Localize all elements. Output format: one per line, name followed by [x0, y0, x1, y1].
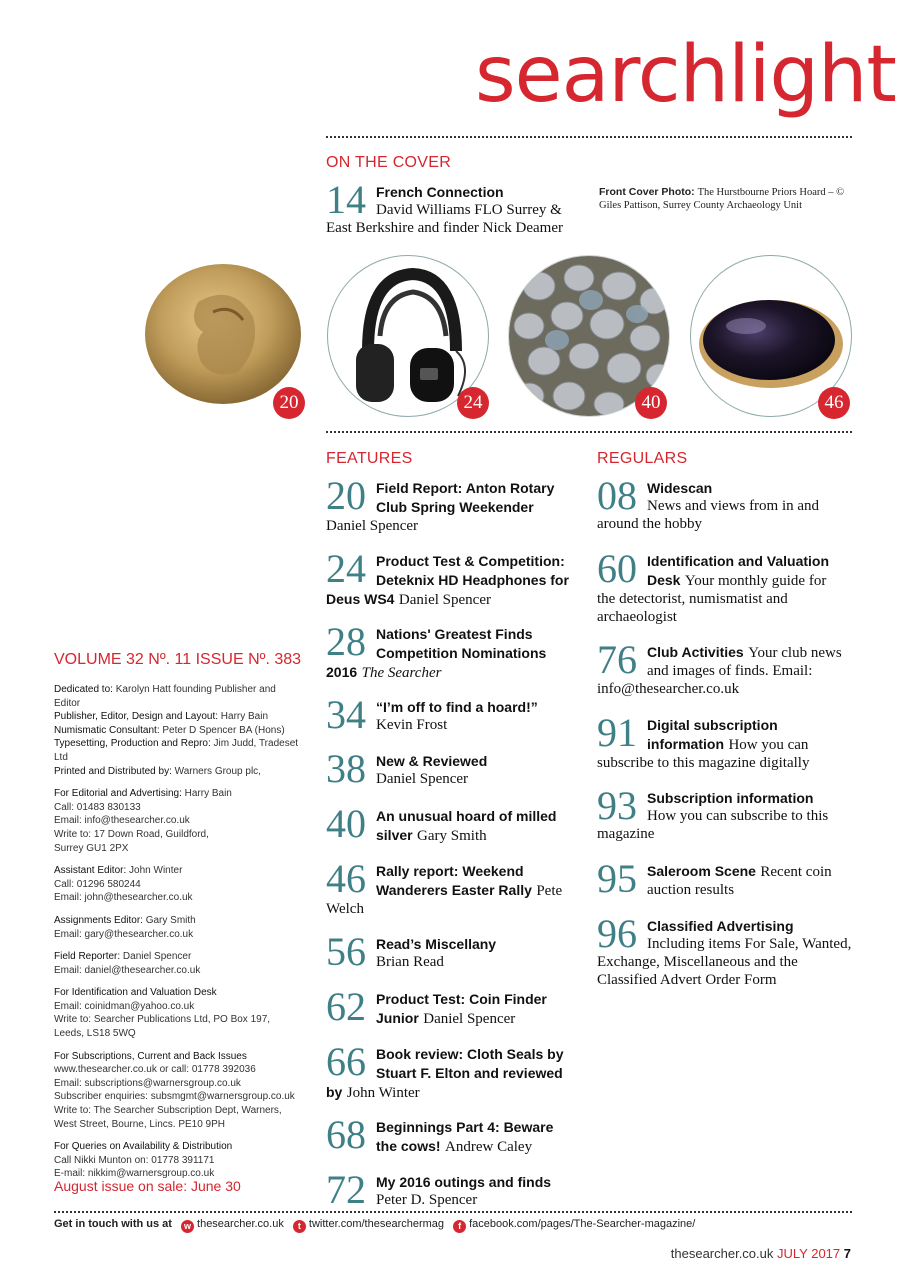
regular-number: 96	[597, 911, 637, 956]
regular-title: Widescan	[647, 480, 713, 496]
folio	[671, 1246, 851, 1261]
feature-title: Rally report: Weekend Wanderers Easter Rally	[376, 863, 532, 898]
twitter-icon: t	[293, 1220, 306, 1233]
regular-item[interactable]	[597, 856, 847, 901]
thumb-badge-20: 20	[273, 387, 305, 419]
contact-subscriptions: For Subscriptions, Current and Back Issues www.thesearcher.co.uk or call: 01778 392036 Email: subscriptions@warnersgroup.co.uk Subscriber enquiries: subsmgmt@warnersgroup.co.uk Write to: The Searcher Subscription Dept, Warners, West Street, Bourne, Lincs. PE10 9PH	[54, 1050, 295, 1130]
mast-line: Numismatic Consultant: Peter D Spencer BA (Hons)	[54, 724, 285, 736]
regular-number: 76	[597, 637, 637, 682]
regular-item[interactable]	[597, 637, 847, 698]
regular-item[interactable]	[597, 911, 852, 989]
feature-author: Gary Smith	[417, 828, 487, 844]
regular-desc: Your club news and images of finds. Email: info@thesearcher.co.uk	[597, 645, 842, 697]
divider-top	[326, 136, 852, 138]
regular-title: Saleroom Scene	[647, 863, 756, 879]
features-heading: FEATURES	[326, 450, 413, 467]
feature-number: 62	[326, 984, 366, 1029]
feature-item[interactable]	[326, 746, 576, 791]
regular-title: Identification and Valuation Desk	[647, 553, 830, 588]
feature-number: 38	[326, 746, 366, 791]
footer-links	[54, 1218, 695, 1233]
feature-author: Daniel Spencer	[398, 592, 491, 608]
contact-identification: For Identification and Valuation Desk Email: coinidman@yahoo.co.uk Write to: Searcher Publications Ltd, PO Box 197, Leeds, LS18 5WQ	[54, 987, 271, 1040]
regular-desc: How you can subscribe to this magazine	[597, 808, 829, 842]
feature-title: New & Reviewed	[376, 753, 488, 769]
regular-title: Classified Advertising	[647, 918, 794, 934]
feature-author: Daniel Spencer	[423, 1011, 516, 1027]
feature-title: “I’m off to find a hoard!”	[376, 699, 538, 715]
divider-bottom	[54, 1211, 852, 1213]
folio-issue: JULY 2017	[777, 1246, 841, 1261]
feature-title: Beginnings Part 4: Beware the cows!	[376, 1119, 554, 1154]
cover-story[interactable]	[326, 177, 586, 237]
feature-title: Field Report: Anton Rotary Club Spring Weekender	[376, 480, 555, 515]
cover-subtitle: David Williams FLO Surrey & East Berkshire and finder Nick Deamer	[326, 202, 563, 236]
feature-item[interactable]	[326, 856, 576, 918]
regular-number: 95	[597, 856, 637, 901]
feature-item[interactable]	[326, 929, 576, 974]
masthead-logo: searchlight	[475, 30, 896, 120]
feature-title: Product Test & Competition: Deteknix HD Headphones for Deus WS4	[326, 553, 569, 607]
regular-item[interactable]	[597, 546, 847, 626]
divider-mid	[326, 431, 852, 433]
feature-title: My 2016 outings and finds	[376, 1174, 552, 1190]
feature-number: 66	[326, 1039, 366, 1084]
regular-desc: How you can subscribe to this magazine digitally	[597, 737, 810, 771]
feature-number: 40	[326, 801, 366, 846]
regular-number: 08	[597, 473, 637, 518]
feature-author: Kevin Frost	[376, 717, 448, 733]
regular-title: Club Activities	[647, 644, 744, 660]
feature-number: 68	[326, 1112, 366, 1157]
contact-editorial: For Editorial and Advertising: Harry Bain Call: 01483 830133 Email: info@thesearcher.co.uk Write to: 17 Down Road, Guildford, Surrey GU1 2PX	[54, 788, 232, 854]
mast-line: Publisher, Editor, Design and Layout: Harry Bain	[54, 711, 269, 723]
regular-item[interactable]	[597, 783, 847, 843]
cover-heading: ON THE COVER	[326, 154, 452, 171]
web-icon: w	[181, 1220, 194, 1233]
contact-field-reporter: Field Reporter: Daniel Spencer Email: daniel@thesearcher.co.uk	[54, 951, 201, 976]
thumb-badge-40: 40	[635, 387, 667, 419]
feature-author: John Winter	[346, 1085, 420, 1101]
feature-number: 72	[326, 1167, 366, 1212]
feature-item[interactable]	[326, 546, 576, 609]
regular-number: 60	[597, 546, 637, 591]
mast-line: Dedicated to: Karolyn Hatt founding Publisher and Editor	[54, 684, 276, 709]
cover-credit-label: Front Cover Photo:	[599, 186, 695, 198]
feature-author: Brian Read	[376, 954, 444, 970]
feature-author: Andrew Caley	[445, 1139, 533, 1155]
feature-title: Product Test: Coin Finder Junior	[376, 991, 547, 1026]
regulars-heading: REGULARS	[597, 450, 688, 467]
feature-title: Book review: Cloth Seals by Stuart F. Elton and reviewed by	[326, 1046, 564, 1100]
cover-credit-text: The Hurstbourne Priors Hoard – © Giles Pattison, Surrey County Archaeology Unit	[599, 187, 845, 211]
page-number: 7	[843, 1246, 851, 1261]
feature-item[interactable]	[326, 984, 576, 1029]
feature-item[interactable]	[326, 1039, 576, 1102]
feature-author: Peter D. Spencer	[376, 1192, 478, 1208]
regular-desc: Recent coin auction results	[647, 864, 832, 898]
on-sale-notice: August issue on sale: June 30	[54, 1178, 241, 1194]
feature-item[interactable]	[326, 692, 576, 737]
contact-distribution: For Queries on Availability & Distribution Call Nikki Munton on: 01778 391171 E-mail: nikkim@warnersgroup.co.uk	[54, 1141, 233, 1180]
regular-item[interactable]	[597, 710, 847, 772]
get-in-touch: Get in touch with us at	[54, 1218, 172, 1230]
feature-author: Daniel Spencer	[326, 518, 419, 534]
volume-issue: VOLUME 32 Nº. 11 ISSUE Nº. 383	[54, 651, 302, 668]
feature-item[interactable]	[326, 1112, 576, 1157]
regular-desc: Including items For Sale, Wanted, Exchange, Miscellaneous and the Classified Advert Order Form	[597, 936, 852, 988]
regular-item[interactable]	[597, 473, 847, 533]
contact-assistant-editor: Assistant Editor: John Winter Call: 01296 580244 Email: john@thesearcher.co.uk	[54, 865, 193, 904]
feature-item[interactable]	[326, 801, 576, 846]
folio-site: thesearcher.co.uk	[670, 1246, 774, 1261]
feature-title: Nations' Greatest Finds Competition Nominations 2016	[326, 626, 547, 680]
thumb-badge-24: 24	[457, 387, 489, 419]
mast-line: Typesetting, Production and Repro: Jim Judd, Tradeset Ltd	[54, 738, 299, 763]
contact-assignments-editor: Assignments Editor: Gary Smith Email: gary@thesearcher.co.uk	[54, 914, 196, 940]
footer-facebook-link[interactable]: facebook.com/pages/The-Searcher-magazine/	[469, 1218, 696, 1230]
cover-number: 14	[326, 177, 366, 222]
mast-line: Printed and Distributed by: Warners Group plc,	[54, 765, 261, 777]
regular-title: Subscription information	[647, 790, 814, 806]
footer-site-link[interactable]: thesearcher.co.uk	[197, 1218, 284, 1230]
cover-title: French Connection	[376, 184, 504, 200]
regular-number: 91	[597, 710, 637, 755]
footer-twitter-link[interactable]: twitter.com/thesearchermag	[308, 1218, 445, 1230]
feature-number: 28	[326, 619, 366, 664]
facebook-icon: f	[453, 1220, 466, 1233]
feature-number: 24	[326, 546, 366, 591]
feature-number: 56	[326, 929, 366, 974]
feature-author: Pete Welch	[326, 883, 563, 917]
feature-author: Daniel Spencer	[376, 771, 469, 787]
regular-title: Digital subscription information	[647, 717, 778, 752]
feature-title: An unusual hoard of milled silver	[376, 808, 557, 843]
thumb-badge-46: 46	[818, 387, 850, 419]
feature-number: 46	[326, 856, 366, 901]
feature-title: Read’s Miscellany	[376, 936, 497, 952]
cover-credit	[599, 186, 859, 212]
feature-number: 20	[326, 473, 366, 518]
regular-desc: Your monthly guide for the detectorist, numismatist and archaeologist	[597, 573, 827, 625]
feature-item[interactable]	[326, 619, 576, 682]
feature-number: 34	[326, 692, 366, 737]
regular-number: 93	[597, 783, 637, 828]
feature-item[interactable]	[326, 1167, 576, 1212]
feature-author: The Searcher	[361, 665, 442, 681]
feature-item[interactable]	[326, 473, 576, 535]
regular-desc: News and views from in and around the hobby	[597, 498, 820, 532]
masthead-info	[54, 683, 304, 1190]
